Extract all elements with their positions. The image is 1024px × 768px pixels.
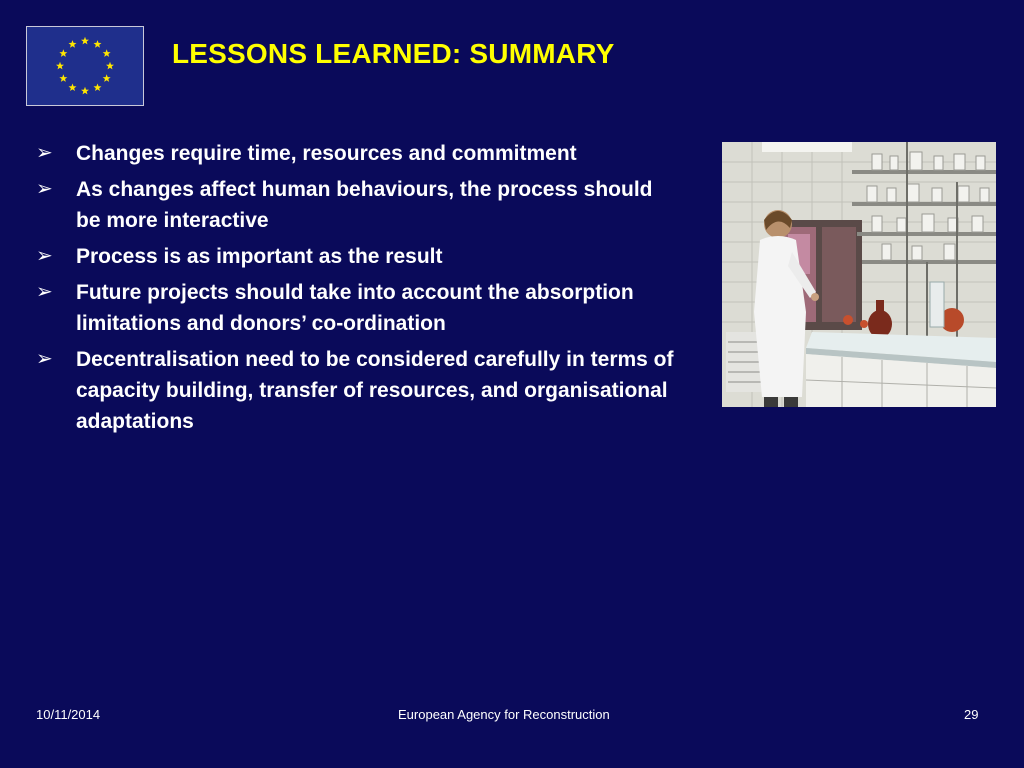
flag-star-icon — [103, 74, 111, 82]
bullet-item — [36, 241, 676, 272]
bullet-text: Process is as important as the result — [76, 245, 443, 268]
flag-star-icon — [59, 74, 67, 82]
flag-star-icon — [81, 37, 89, 45]
arrow-bullet-icon: ➢ — [36, 142, 53, 164]
flag-star-icon — [94, 83, 102, 91]
bullet-item — [36, 138, 676, 169]
page-number: 29 — [964, 707, 979, 722]
flag-star-icon — [106, 62, 114, 70]
bullet-text: As changes affect human behaviours, the process should be more interactive — [76, 178, 653, 232]
flag-star-icon — [81, 87, 89, 95]
bullet-text: Decentralisation need to be considered carefully in terms of capacity building, transfer of resources, and organisational adaptations — [76, 348, 674, 433]
flag-star-icon — [59, 49, 67, 57]
footer-date: 10/11/2014 — [36, 707, 101, 722]
arrow-bullet-icon: ➢ — [36, 348, 53, 370]
flag-star-icon — [69, 40, 77, 48]
bullet-text: Future projects should take into account the absorption limitations and donors’ co-ordination — [76, 281, 634, 335]
arrow-bullet-icon: ➢ — [36, 245, 53, 267]
bullet-item — [36, 344, 676, 437]
slide-title: LESSONS LEARNED: SUMMARY — [172, 38, 615, 69]
bullet-list — [36, 138, 676, 442]
flag-star-icon — [94, 40, 102, 48]
footer-organization: European Agency for Reconstruction — [398, 707, 610, 722]
flag-star-icon — [56, 62, 64, 70]
arrow-bullet-icon: ➢ — [36, 281, 53, 303]
bullet-item — [36, 174, 676, 236]
flag-star-icon — [103, 49, 111, 57]
eu-flag-icon — [26, 26, 144, 106]
flag-star-icon — [69, 83, 77, 91]
laboratory-photo — [722, 142, 996, 407]
arrow-bullet-icon: ➢ — [36, 178, 53, 200]
bullet-text: Changes require time, resources and commitment — [76, 142, 577, 165]
bullet-item — [36, 277, 676, 339]
